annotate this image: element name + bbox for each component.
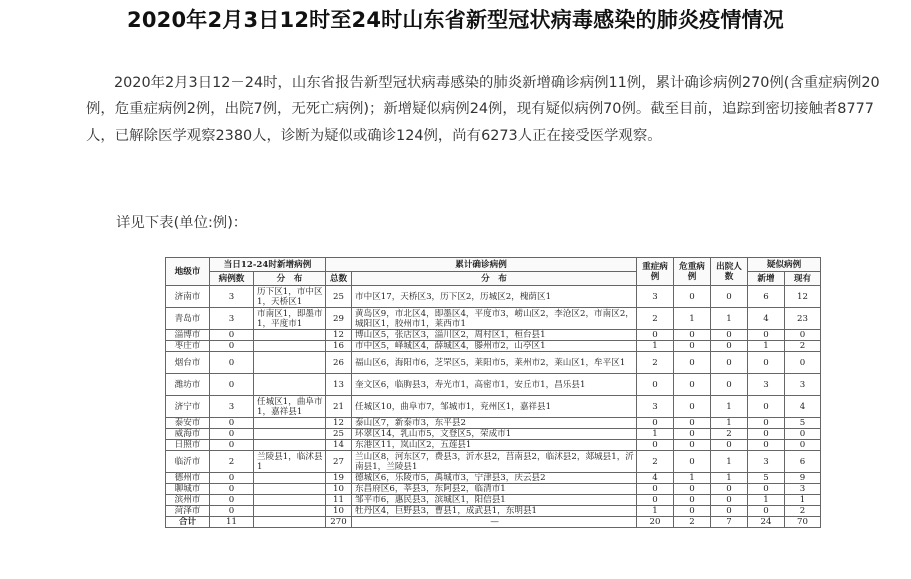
- case-table-body: [166, 286, 821, 528]
- cell-discharged: 0: [711, 484, 748, 495]
- header-cumulative-total: 总数: [326, 272, 352, 286]
- cell-severe: 20: [637, 517, 674, 528]
- cell-severe: 4: [637, 473, 674, 484]
- cell-city: 枣庄市: [166, 341, 210, 352]
- cell-discharged: 1: [711, 418, 748, 429]
- cell-cumulative-distribution: 泰山区7，新泰市3，东平县2: [352, 418, 637, 429]
- cell-severe: 0: [637, 374, 674, 396]
- cell-new-distribution: [254, 341, 326, 352]
- cell-new-distribution: 任城区1，曲阜市1，嘉祥县1: [254, 396, 326, 418]
- summary-paragraph: 2020年2月3日12－24时，山东省报告新型冠状病毒感染的肺炎新增确诊病例11例，累计确诊病例270例(含重症病例20例，危重症病例2例，出院7例，无死亡病例)；新增疑似病例24例，现有疑似病例70例。截至目前，追踪到密切接触者8777人，已解除医学观察2380人，诊断为疑似或确诊124例，尚有6273人正在接受医学观察。: [86, 75, 880, 144]
- table-row: [166, 429, 821, 440]
- cell-severe: 2: [637, 352, 674, 374]
- cell-new-distribution: [254, 506, 326, 517]
- cell-suspect-new: 4: [748, 308, 785, 330]
- cell-city: 济宁市: [166, 396, 210, 418]
- cell-discharged: 0: [711, 341, 748, 352]
- cell-city: 菏泽市: [166, 506, 210, 517]
- cell-critical: 0: [674, 495, 711, 506]
- cell-new-distribution: [254, 484, 326, 495]
- cell-critical: 0: [674, 341, 711, 352]
- cell-discharged: 2: [711, 429, 748, 440]
- cell-new-count: 0: [210, 484, 254, 495]
- cell-cumulative-total: 19: [326, 473, 352, 484]
- table-row: [166, 440, 821, 451]
- cell-suspect-current: 3: [785, 484, 821, 495]
- cell-new-count: 0: [210, 473, 254, 484]
- cell-city: 烟台市: [166, 352, 210, 374]
- cell-suspect-current: 5: [785, 418, 821, 429]
- table-row: [166, 517, 821, 528]
- cell-cumulative-distribution: 任城区10，曲阜市7，邹城市1，兖州区1，嘉祥县1: [352, 396, 637, 418]
- page-title: 2020年2月3日12时至24时山东省新型冠状病毒感染的肺炎疫情情况: [127, 8, 784, 32]
- cell-critical: 0: [674, 330, 711, 341]
- cell-cumulative-distribution: 兰山区8，河东区7，费县3，沂水县2，莒南县2，临沭县2，郯城县1，沂南县1，兰陵县1: [352, 451, 637, 473]
- cell-critical: 0: [674, 286, 711, 308]
- cell-suspect-new: 0: [748, 352, 785, 374]
- cell-cumulative-distribution: 博山区5，张店区3，淄川区2，周村区1，桓台县1: [352, 330, 637, 341]
- cell-suspect-new: 0: [748, 330, 785, 341]
- cell-discharged: 0: [711, 286, 748, 308]
- cell-new-distribution: [254, 429, 326, 440]
- cell-city: 泰安市: [166, 418, 210, 429]
- cell-city: 潍坊市: [166, 374, 210, 396]
- table-row: [166, 341, 821, 352]
- cell-suspect-current: 23: [785, 308, 821, 330]
- cell-discharged: 0: [711, 352, 748, 374]
- header-cumulative-group: 累计确诊病例: [326, 258, 637, 272]
- cell-severe: 0: [637, 495, 674, 506]
- cell-new-count: 0: [210, 352, 254, 374]
- cell-discharged: 7: [711, 517, 748, 528]
- cell-critical: 0: [674, 418, 711, 429]
- cell-new-count: 0: [210, 506, 254, 517]
- cell-critical: 0: [674, 506, 711, 517]
- cell-suspect-new: 0: [748, 484, 785, 495]
- cell-cumulative-total: 13: [326, 374, 352, 396]
- cell-new-count: 0: [210, 330, 254, 341]
- cell-suspect-current: 1: [785, 495, 821, 506]
- cell-suspect-new: 1: [748, 341, 785, 352]
- cell-cumulative-total: 14: [326, 440, 352, 451]
- cell-cumulative-total: 21: [326, 396, 352, 418]
- cell-critical: 1: [674, 308, 711, 330]
- cell-new-distribution: 兰陵县1，临沭县1: [254, 451, 326, 473]
- cell-discharged: 0: [711, 506, 748, 517]
- cell-suspect-current: 6: [785, 451, 821, 473]
- cell-new-count: 0: [210, 440, 254, 451]
- header-discharged: 出院人数: [711, 258, 748, 286]
- header-severe: 重症病例: [637, 258, 674, 286]
- cell-critical: 1: [674, 473, 711, 484]
- cell-city: 德州市: [166, 473, 210, 484]
- cell-discharged: 0: [711, 495, 748, 506]
- cell-new-distribution: [254, 374, 326, 396]
- cell-severe: 1: [637, 506, 674, 517]
- header-city: 地级市: [166, 258, 210, 286]
- cell-critical: 2: [674, 517, 711, 528]
- cell-cumulative-total: 29: [326, 308, 352, 330]
- cell-severe: 0: [637, 484, 674, 495]
- cell-new-distribution: [254, 440, 326, 451]
- table-row: [166, 495, 821, 506]
- table-note: 详见下表(单位:例)：: [116, 215, 248, 231]
- cell-suspect-new: 6: [748, 286, 785, 308]
- table-row: [166, 374, 821, 396]
- header-cumulative-distribution: 分 布: [352, 272, 637, 286]
- cell-severe: 1: [637, 429, 674, 440]
- cell-suspect-new: 0: [748, 440, 785, 451]
- cell-city: 淄博市: [166, 330, 210, 341]
- cell-new-distribution: [254, 495, 326, 506]
- cell-cumulative-distribution: —: [352, 517, 637, 528]
- case-table: [165, 257, 821, 528]
- cell-new-count: 11: [210, 517, 254, 528]
- cell-suspect-new: 0: [748, 506, 785, 517]
- cell-suspect-new: 0: [748, 396, 785, 418]
- cell-cumulative-total: 12: [326, 330, 352, 341]
- cell-cumulative-total: 25: [326, 286, 352, 308]
- header-suspect-current: 现有: [785, 272, 821, 286]
- cell-cumulative-distribution: 福山区6，海阳市6，芝罘区5，莱阳市5，莱州市2，莱山区1，牟平区1: [352, 352, 637, 374]
- cell-city: 济南市: [166, 286, 210, 308]
- cell-new-count: 0: [210, 429, 254, 440]
- cell-suspect-current: 0: [785, 352, 821, 374]
- cell-suspect-new: 0: [748, 418, 785, 429]
- table-row: [166, 308, 821, 330]
- cell-city: 聊城市: [166, 484, 210, 495]
- cell-critical: 0: [674, 440, 711, 451]
- table-row: [166, 286, 821, 308]
- cell-city: 滨州市: [166, 495, 210, 506]
- table-row: [166, 418, 821, 429]
- cell-severe: 0: [637, 418, 674, 429]
- cell-new-distribution: 历下区1，市中区1，天桥区1: [254, 286, 326, 308]
- cell-new-count: 3: [210, 308, 254, 330]
- cell-cumulative-total: 11: [326, 495, 352, 506]
- cell-cumulative-total: 27: [326, 451, 352, 473]
- cell-cumulative-distribution: 东昌府区6，莘县3，东阿县2，临清市1: [352, 484, 637, 495]
- cell-cumulative-distribution: 邹平市6，惠民县3，滨城区1，阳信县1: [352, 495, 637, 506]
- cell-cumulative-distribution: 环翠区14，乳山市5，文登区5，荣成市1: [352, 429, 637, 440]
- cell-cumulative-total: 12: [326, 418, 352, 429]
- header-suspect-new: 新增: [748, 272, 785, 286]
- cell-suspect-new: 3: [748, 374, 785, 396]
- cell-new-distribution: 市南区1，即墨市1，平度市1: [254, 308, 326, 330]
- cell-cumulative-total: 270: [326, 517, 352, 528]
- cell-cumulative-distribution: 市中区17，天桥区3，历下区2，历城区2，槐荫区1: [352, 286, 637, 308]
- table-row: [166, 473, 821, 484]
- cell-cumulative-total: 26: [326, 352, 352, 374]
- cell-new-count: 2: [210, 451, 254, 473]
- cell-suspect-current: 4: [785, 396, 821, 418]
- cell-cumulative-distribution: 黄岛区9，市北区4，即墨区4，平度市3，崂山区2，李沧区2，市南区2，城阳区1，胶州市1，莱西市1: [352, 308, 637, 330]
- cell-new-count: 0: [210, 374, 254, 396]
- cell-new-distribution: [254, 352, 326, 374]
- cell-new-count: 0: [210, 418, 254, 429]
- table-row: [166, 451, 821, 473]
- cell-suspect-current: 3: [785, 374, 821, 396]
- cell-city: 青岛市: [166, 308, 210, 330]
- cell-suspect-current: 2: [785, 506, 821, 517]
- cell-discharged: 1: [711, 473, 748, 484]
- cell-discharged: 1: [711, 396, 748, 418]
- cell-cumulative-total: 25: [326, 429, 352, 440]
- cell-critical: 0: [674, 352, 711, 374]
- header-new-count: 病例数: [210, 272, 254, 286]
- cell-suspect-new: 0: [748, 429, 785, 440]
- cell-severe: 0: [637, 330, 674, 341]
- cell-critical: 0: [674, 451, 711, 473]
- header-critical: 危重病例: [674, 258, 711, 286]
- cell-suspect-current: 9: [785, 473, 821, 484]
- cell-new-distribution: [254, 473, 326, 484]
- cell-city: 威海市: [166, 429, 210, 440]
- cell-city: 合计: [166, 517, 210, 528]
- cell-suspect-new: 3: [748, 451, 785, 473]
- cell-new-distribution: [254, 418, 326, 429]
- cell-cumulative-distribution: 牡丹区4，巨野县3，曹县1，成武县1，东明县1: [352, 506, 637, 517]
- header-new-distribution: 分 布: [254, 272, 326, 286]
- cell-suspect-current: 0: [785, 440, 821, 451]
- cell-cumulative-total: 10: [326, 506, 352, 517]
- cell-severe: 2: [637, 308, 674, 330]
- cell-severe: 3: [637, 396, 674, 418]
- table-row: [166, 484, 821, 495]
- header-suspect-group: 疑似病例: [748, 258, 821, 272]
- cell-cumulative-total: 16: [326, 341, 352, 352]
- cell-new-count: 3: [210, 396, 254, 418]
- cell-severe: 2: [637, 451, 674, 473]
- cell-discharged: 0: [711, 330, 748, 341]
- cell-severe: 3: [637, 286, 674, 308]
- cell-suspect-new: 24: [748, 517, 785, 528]
- header-new-group: 当日12-24时新增病例: [210, 258, 326, 272]
- cell-cumulative-distribution: 奎文区6，临朐县3，寿光市1，高密市1，安丘市1，昌乐县1: [352, 374, 637, 396]
- table-row: [166, 506, 821, 517]
- cell-suspect-new: 1: [748, 495, 785, 506]
- cell-critical: 0: [674, 396, 711, 418]
- cell-new-distribution: [254, 330, 326, 341]
- cell-suspect-new: 5: [748, 473, 785, 484]
- cell-critical: 0: [674, 429, 711, 440]
- cell-cumulative-distribution: 东港区11，岚山区2，五莲县1: [352, 440, 637, 451]
- cell-discharged: 0: [711, 440, 748, 451]
- cell-new-distribution: [254, 517, 326, 528]
- cell-severe: 0: [637, 440, 674, 451]
- cell-suspect-current: 70: [785, 517, 821, 528]
- cell-city: 临沂市: [166, 451, 210, 473]
- cell-cumulative-distribution: 市中区5，峄城区4，薛城区4，滕州市2，山亭区1: [352, 341, 637, 352]
- table-row: [166, 352, 821, 374]
- cell-suspect-current: 0: [785, 330, 821, 341]
- cell-new-count: 3: [210, 286, 254, 308]
- table-row: [166, 330, 821, 341]
- cell-severe: 1: [637, 341, 674, 352]
- cell-suspect-current: 2: [785, 341, 821, 352]
- cell-critical: 0: [674, 484, 711, 495]
- cell-cumulative-total: 10: [326, 484, 352, 495]
- cell-cumulative-distribution: 德城区6，乐陵市5，禹城市3，宁津县3，庆云县2: [352, 473, 637, 484]
- cell-critical: 0: [674, 374, 711, 396]
- cell-suspect-current: 12: [785, 286, 821, 308]
- cell-city: 日照市: [166, 440, 210, 451]
- table-row: [166, 396, 821, 418]
- cell-discharged: 0: [711, 374, 748, 396]
- cell-discharged: 1: [711, 308, 748, 330]
- cell-suspect-current: 0: [785, 429, 821, 440]
- cell-new-count: 0: [210, 341, 254, 352]
- cell-discharged: 1: [711, 451, 748, 473]
- cell-new-count: 0: [210, 495, 254, 506]
